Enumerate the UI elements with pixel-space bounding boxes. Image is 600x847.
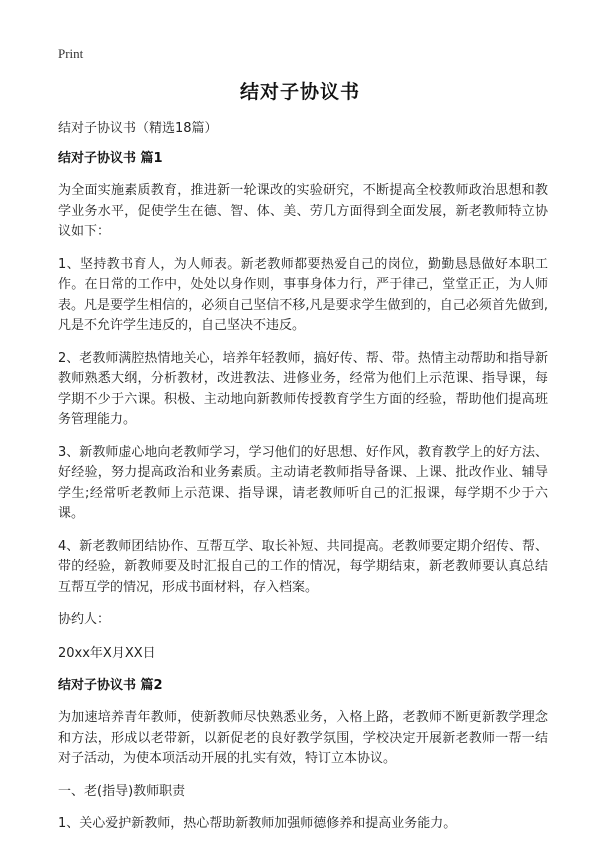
document-subtitle: 结对子协议书（精选18篇） [58, 121, 218, 136]
print-link[interactable]: Print [58, 46, 84, 61]
paragraph: 2、老教师满腔热情地关心，培养年轻教师，搞好传、帮、带。热情主动帮助和指导新教师熟悉大纲，分析教材，改进教法、进修业务，经常为他们上示范课、指导课，每学期不少于六课。积极、主动地向新教师传授教育学生方面的经验，帮助他们提高班务管理能力。 [58, 350, 548, 427]
date-line: 20xx年X月XX日 [58, 645, 156, 661]
section-heading: 结对子协议书 篇2 [58, 678, 163, 693]
section-1 [58, 150, 548, 664]
signatory-label: 协约人： [58, 612, 111, 627]
section-2 [58, 677, 548, 835]
paragraph: 1、关心爱护新教师，热心帮助新教师加强师德修养和提高业务能力。 [58, 816, 457, 831]
paragraph: 为全面实施素质教育，推进新一轮课改的实验研究，不断提高全校教师政治思想和教学业务水平，促使学生在德、智、体、美、劳几方面得到全面发展，新老教师特立协议如下： [58, 183, 548, 239]
document-body [58, 120, 548, 847]
paragraph: 1、坚持教书育人，为人师表。新老教师都要热爱自己的岗位，勤勤恳恳做好本职工作。在日常的工作中，处处以身作则，事事身体力行，严于律己，堂堂正正，为人师表。凡是要学生相信的，必须自己坚信不移,凡是要求学生做到的，自己必须首先做到,凡是不允许学生违反的，自己坚决不违反。 [58, 256, 548, 333]
paragraph: 3、新教师虚心地向老教师学习，学习他们的好思想、好作风，教育教学上的好方法、好经验，努力提高政治和业务素质。主动请老教师指导备课、上课、批改作业、辅导学生;经常听老教师上示范课、指导课，请老教师听自己的汇报课，每学期不少于六课。 [58, 444, 548, 521]
document-title: 结对子协议书 [239, 81, 360, 103]
paragraph: 4、新老教师团结协作、互帮互学、取长补短、共同提高。老教师要定期介绍传、帮、带的经验，新教师要及时汇报自己的工作的情况，每学期结束，新老教师要认真总结互帮互学的情况，形成书面材料，存入档案。 [58, 538, 548, 595]
paragraph: 为加速培养青年教师，使新教师尽快熟悉业务，入格上路，老教师不断更新教学理念和方法，形成以老带新，以新促老的良好教学氛围，学校决定开展新老教师一帮一结对子活动，为使本项活动开展的扎实有效，特订立本协议。 [58, 710, 548, 766]
section-heading: 结对子协议书 篇1 [58, 151, 163, 166]
paragraph: 一、老(指导)教师职责 [58, 783, 186, 799]
